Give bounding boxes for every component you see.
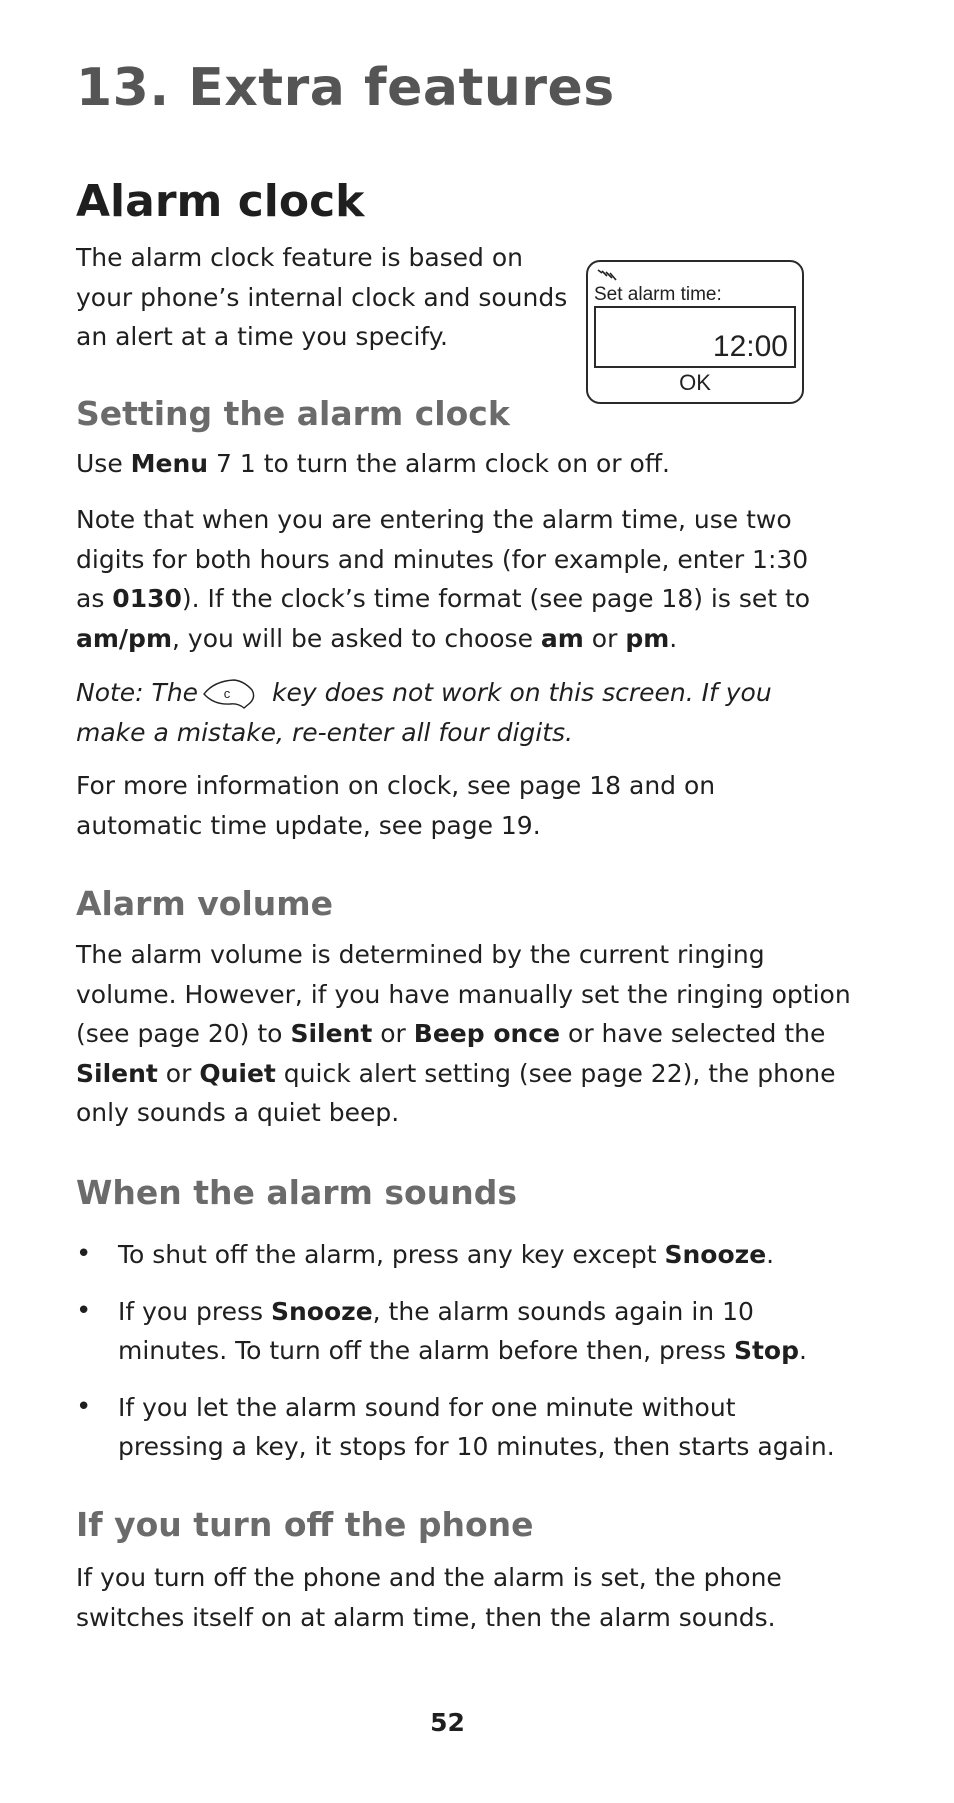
clock-info-paragraph: For more information on clock, see page 18 and on automatic time update, see page 19.: [76, 771, 716, 840]
phone-screen-illustration: [586, 260, 804, 404]
signal-icon: [596, 267, 618, 281]
heading-alarm-sounds: When the alarm sounds: [76, 1173, 517, 1212]
turn-off-paragraph: If you turn off the phone and the alarm is set, the phone switches itself on at alarm time, then the alarm sounds.: [76, 1563, 782, 1632]
heading-turn-off-phone: If you turn off the phone: [76, 1505, 534, 1544]
menu-keyword: Menu: [130, 449, 209, 478]
c-key-icon: [200, 677, 258, 711]
section-title: Alarm clock: [76, 176, 365, 227]
list-item: • If you let the alarm sound for one minute without pressing a key, it stops for 10 minutes, then starts again.: [76, 1388, 846, 1467]
note-paragraph: Note: The c key does not work on this screen. If you make a mistake, re-enter all four digits.: [76, 678, 772, 747]
intro-paragraph: The alarm clock feature is based on your phone’s internal clock and sounds an alert at a time you specify.: [76, 243, 568, 351]
svg-text:c: c: [223, 686, 231, 701]
time-entry-box: [594, 306, 796, 368]
setting-paragraph-2: Note that when you are entering the alarm time, use two digits for both hours and minutes (for example, enter 1:30 as 0130). If the clock’s time format (see page 18) is set to am/pm, you will be asked to choose am or pm.: [76, 505, 811, 653]
setting-paragraph-1: Use Menu 7 1 to turn the alarm clock on or off.: [76, 449, 670, 478]
alarm-sounds-list: [76, 1235, 846, 1484]
heading-setting: Setting the alarm clock: [76, 394, 510, 433]
heading-alarm-volume: Alarm volume: [76, 884, 334, 923]
chapter-title: 13. Extra features: [76, 58, 615, 118]
list-item: • To shut off the alarm, press any key except Snooze.: [76, 1235, 846, 1275]
screen-label: Set alarm time:: [594, 284, 722, 305]
alarm-time-value: 12:00: [712, 330, 788, 363]
volume-paragraph: The alarm volume is determined by the current ringing volume. However, if you have manually set the ringing option (see page 20) to Silent or Beep once or have selected the Silent or Quiet quick alert setting (see page 22), the phone only sounds a quiet beep.: [76, 940, 851, 1127]
list-item: • If you press Snooze, the alarm sounds again in 10 minutes. To turn off the alarm before then, press Stop.: [76, 1292, 846, 1371]
ok-softkey: OK: [679, 370, 711, 395]
page-number: 52: [430, 1708, 465, 1737]
